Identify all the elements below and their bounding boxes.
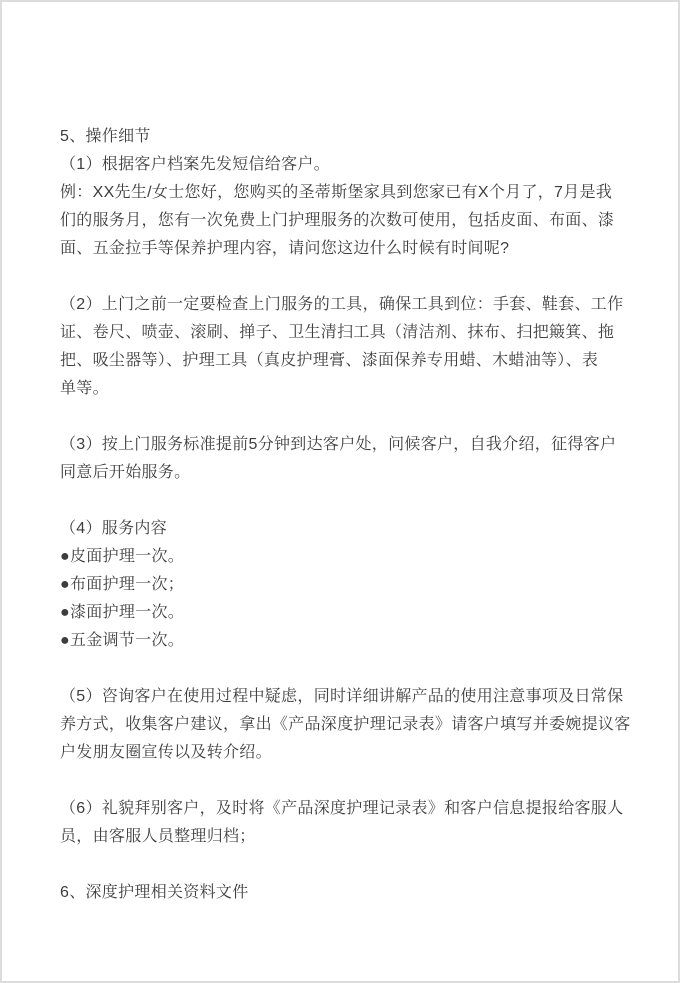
- text-line: 证、卷尺、喷壶、滚刷、掸子、卫生清扫工具（清洁剂、抹布、扫把簸箕、拖: [60, 324, 615, 341]
- text-line: （4）服务内容: [60, 520, 167, 537]
- text-line: （3）按上门服务标准提前5分钟到达客户处，问候客户，自我介绍，征得客户: [60, 436, 617, 453]
- paragraph-item-4: [60, 515, 628, 655]
- text-line: 单等。: [60, 380, 109, 397]
- text-line: 面、五金拉手等保养护理内容，请问您这边什么时候有时间呢?: [60, 240, 510, 257]
- paragraph-item-6: [60, 795, 628, 851]
- bullet-line: ●漆面护理一次。: [60, 604, 185, 621]
- text-line: （1）根据客户档案先发短信给客户。: [60, 156, 330, 173]
- text-line: 户发朋友圈宣传以及转介绍。: [60, 744, 272, 761]
- text-line: 把、吸尘器等）、护理工具（真皮护理膏、漆面保养专用蜡、木蜡油等）、表: [60, 352, 599, 369]
- paragraph-item-2: [60, 291, 628, 403]
- bullet-line: ●五金调节一次。: [60, 632, 185, 649]
- document-content: [2, 2, 678, 907]
- bullet-line: ●布面护理一次；: [60, 576, 185, 593]
- text-line: 们的服务月，您有一次免费上门护理服务的次数可使用，包括皮面、布面、漆: [60, 212, 615, 229]
- text-line: 例：XX先生/女士您好，您购买的圣蒂斯堡家具到您家已有X个月了，7月是我: [60, 184, 613, 201]
- text-line: 养方式，收集客户建议，拿出《产品深度护理记录表》请客户填写并委婉提议客: [60, 716, 631, 733]
- paragraph-item-3: [60, 431, 628, 487]
- bullet-line: ●皮面护理一次。: [60, 548, 185, 565]
- section-related-files: [60, 879, 628, 907]
- text-line: （5）咨询客户在使用过程中疑虑，同时详细讲解产品的使用注意事项及日常保: [60, 688, 624, 705]
- section-heading: 5、操作细节: [60, 128, 151, 145]
- paragraph-item-5: [60, 683, 631, 767]
- section-heading: 6、深度护理相关资料文件: [60, 884, 249, 901]
- text-line: 员，由客服人员整理归档；: [60, 828, 256, 845]
- text-line: 同意后开始服务。: [60, 464, 191, 481]
- text-line: （2）上门之前一定要检查上门服务的工具，确保工具到位：手套、鞋套、工作: [60, 296, 624, 313]
- text-line: （6）礼貌拜别客户，及时将《产品深度护理记录表》和客户信息提报给客服人: [60, 800, 624, 817]
- section-operation-details: [60, 123, 628, 263]
